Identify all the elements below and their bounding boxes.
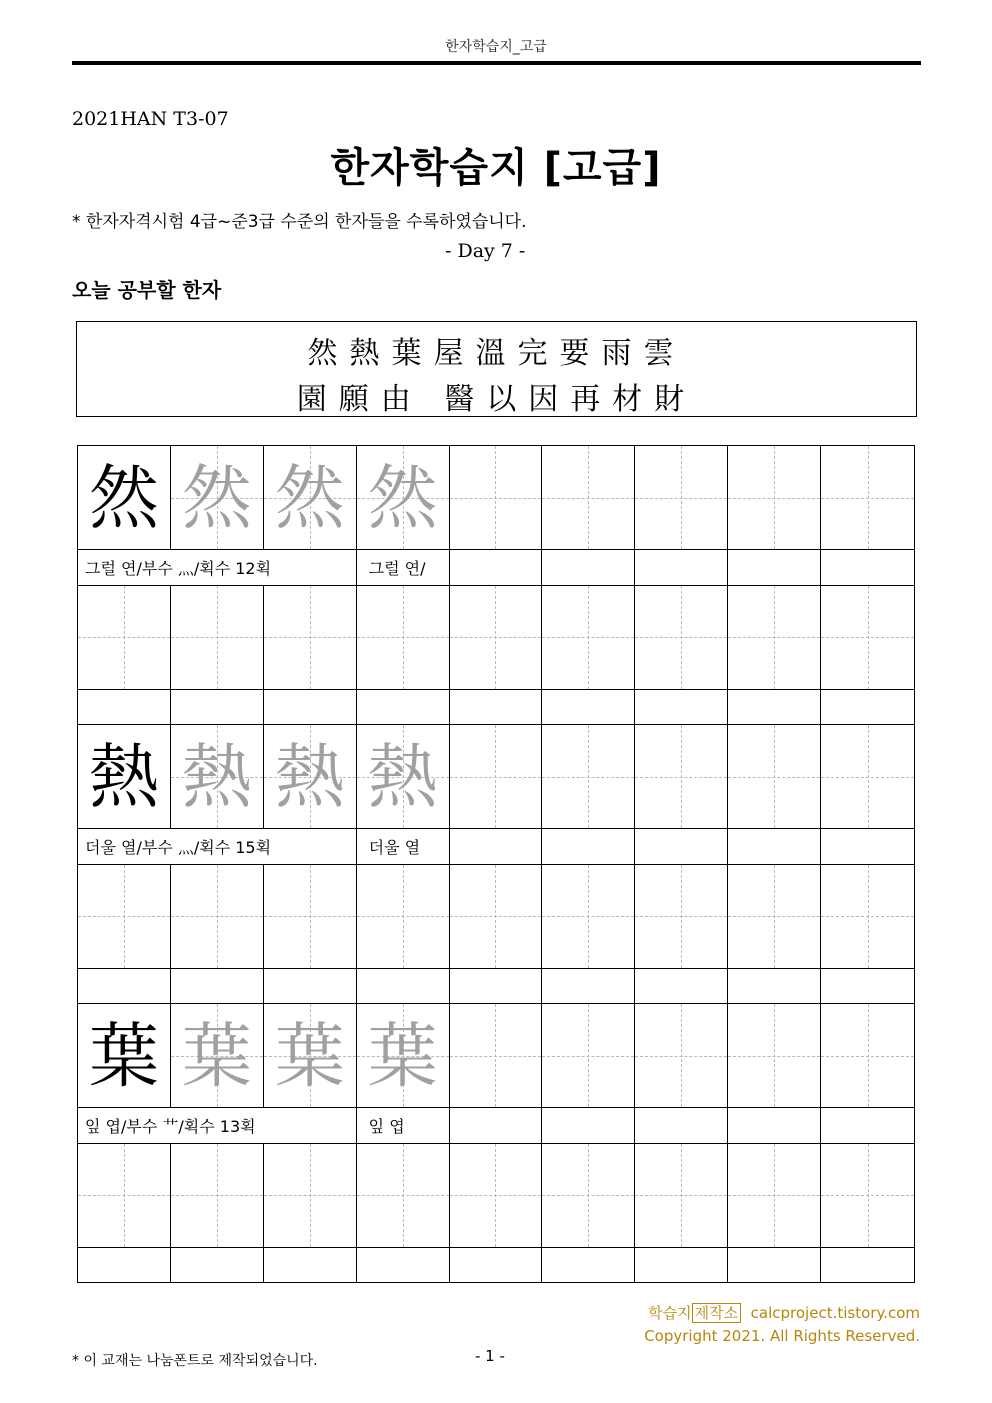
character-meaning	[357, 1108, 450, 1144]
model-character: 熱	[88, 735, 159, 818]
character-meaning-text: 그럴 연/	[368, 558, 426, 578]
practice-cell[interactable]	[450, 690, 543, 726]
guide-line-horizontal	[542, 916, 634, 917]
page-title: 한자학습지 [고급]	[330, 145, 662, 191]
guide-line-horizontal	[542, 498, 634, 499]
guide-line-horizontal	[542, 1195, 634, 1196]
practice-cell[interactable]	[635, 865, 728, 969]
practice-cell[interactable]	[728, 725, 821, 829]
guide-line-horizontal	[821, 1195, 914, 1196]
level-note: * 한자자격시험 4급~준3급 수준의 한자들을 수록하였습니다.	[72, 212, 527, 232]
guide-line-horizontal	[635, 1195, 727, 1196]
practice-cell[interactable]	[450, 1144, 543, 1248]
guide-line-horizontal	[821, 637, 914, 638]
trace-character: 熱	[367, 735, 438, 818]
guide-line-horizontal	[728, 916, 820, 917]
trace-character: 然	[181, 456, 252, 539]
practice-cell[interactable]	[357, 969, 450, 1005]
guide-line-horizontal	[635, 1056, 727, 1057]
guide-line-horizontal	[264, 637, 356, 638]
practice-cell[interactable]	[728, 1248, 821, 1284]
guide-line-horizontal	[635, 498, 727, 499]
practice-cell[interactable]	[171, 969, 264, 1005]
practice-cell[interactable]	[542, 865, 635, 969]
guide-line-horizontal	[78, 1195, 170, 1196]
brand-boxed: 제작소	[692, 1303, 741, 1323]
practice-cell[interactable]	[171, 690, 264, 726]
practice-cell[interactable]	[78, 1144, 171, 1248]
today-characters-box	[76, 321, 917, 417]
practice-row	[78, 865, 914, 969]
practice-cell[interactable]	[450, 725, 543, 829]
font-note: * 이 교재는 나눔폰트로 제작되었습니다.	[72, 1353, 318, 1369]
practice-cell[interactable]	[821, 446, 914, 550]
practice-cell[interactable]	[78, 446, 171, 550]
trace-character: 熱	[274, 735, 345, 818]
blank-row	[78, 969, 914, 1005]
practice-cell[interactable]	[171, 865, 264, 969]
practice-cell[interactable]	[264, 1004, 357, 1108]
guide-line-horizontal	[450, 916, 542, 917]
blank-cell	[821, 550, 914, 586]
guide-line-horizontal	[171, 916, 263, 917]
blank-row	[78, 1248, 914, 1284]
practice-cell[interactable]	[821, 1144, 914, 1248]
character-meaning-text: 잎 엽	[368, 1116, 405, 1136]
practice-cell[interactable]	[78, 1248, 171, 1284]
practice-cell[interactable]	[264, 725, 357, 829]
practice-cell[interactable]	[357, 1248, 450, 1284]
practice-cell[interactable]	[728, 865, 821, 969]
practice-cell[interactable]	[821, 586, 914, 690]
practice-cell[interactable]	[264, 1144, 357, 1248]
guide-line-horizontal	[542, 1056, 634, 1057]
trace-character: 葉	[181, 1014, 252, 1097]
practice-cell[interactable]	[635, 969, 728, 1005]
practice-cell[interactable]	[171, 586, 264, 690]
practice-cell[interactable]	[542, 1004, 635, 1108]
model-character: 然	[88, 456, 159, 539]
practice-cell[interactable]	[264, 446, 357, 550]
section-heading: 오늘 공부할 한자	[72, 278, 222, 302]
practice-cell[interactable]	[542, 969, 635, 1005]
character-meaning	[357, 829, 450, 865]
practice-cell[interactable]	[450, 446, 543, 550]
guide-line-horizontal	[357, 916, 449, 917]
character-meaning-text: 더울 열	[368, 837, 421, 857]
header-rule	[72, 61, 921, 65]
guide-line-horizontal	[728, 498, 820, 499]
blank-cell	[821, 1108, 914, 1144]
practice-cell[interactable]	[728, 1004, 821, 1108]
practice-grid	[77, 445, 915, 1283]
practice-cell[interactable]	[78, 865, 171, 969]
practice-cell[interactable]	[264, 690, 357, 726]
guide-line-horizontal	[450, 498, 542, 499]
running-header: 한자학습지_고급	[445, 39, 547, 55]
practice-cell[interactable]	[171, 446, 264, 550]
practice-cell[interactable]	[542, 690, 635, 726]
practice-cell[interactable]	[728, 1144, 821, 1248]
guide-line-horizontal	[821, 1056, 914, 1057]
model-character: 葉	[88, 1014, 159, 1097]
blank-cell	[450, 829, 543, 865]
character-info	[78, 829, 357, 865]
practice-cell[interactable]	[542, 725, 635, 829]
guide-line-horizontal	[728, 1195, 820, 1196]
practice-cell[interactable]	[450, 1248, 543, 1284]
practice-cell[interactable]	[357, 865, 450, 969]
practice-cell[interactable]	[171, 1248, 264, 1284]
practice-cell[interactable]	[635, 1144, 728, 1248]
practice-cell[interactable]	[821, 690, 914, 726]
guide-line-horizontal	[635, 777, 727, 778]
blank-cell	[635, 1108, 728, 1144]
practice-cell[interactable]	[357, 725, 450, 829]
blank-cell	[450, 1108, 543, 1144]
trace-character: 然	[274, 456, 345, 539]
guide-line-horizontal	[821, 777, 914, 778]
trace-character: 葉	[367, 1014, 438, 1097]
document-code: 2021HAN T3-07	[72, 108, 229, 130]
guide-line-horizontal	[728, 1056, 820, 1057]
guide-line-horizontal	[635, 637, 727, 638]
guide-line-horizontal	[78, 916, 170, 917]
practice-cell[interactable]	[357, 690, 450, 726]
blank-cell	[728, 1108, 821, 1144]
today-characters-line-1: 然熱葉屋溫完要雨雲	[307, 336, 686, 371]
guide-line-horizontal	[78, 637, 170, 638]
blank-cell	[821, 829, 914, 865]
brand-prefix: 학습지	[648, 1304, 692, 1322]
trace-character: 熱	[181, 735, 252, 818]
practice-cell[interactable]	[450, 865, 543, 969]
guide-line-horizontal	[171, 637, 263, 638]
practice-cell[interactable]	[171, 725, 264, 829]
blank-cell	[728, 829, 821, 865]
character-info	[78, 1108, 357, 1144]
blank-cell	[728, 550, 821, 586]
practice-cell[interactable]	[357, 1144, 450, 1248]
blank-cell	[542, 1108, 635, 1144]
blank-cell	[542, 829, 635, 865]
practice-cell[interactable]	[635, 1248, 728, 1284]
practice-cell[interactable]	[264, 1248, 357, 1284]
practice-cell[interactable]	[78, 1004, 171, 1108]
practice-cell[interactable]	[728, 446, 821, 550]
guide-line-horizontal	[264, 916, 356, 917]
guide-line-horizontal	[821, 916, 914, 917]
practice-cell[interactable]	[78, 690, 171, 726]
practice-cell[interactable]	[821, 969, 914, 1005]
practice-cell[interactable]	[635, 586, 728, 690]
practice-cell[interactable]	[821, 1248, 914, 1284]
character-info-text: 더울 열/부수 灬/획수 15획	[85, 837, 272, 857]
practice-cell[interactable]	[357, 1004, 450, 1108]
guide-line-horizontal	[542, 777, 634, 778]
practice-cell[interactable]	[635, 1004, 728, 1108]
practice-cell[interactable]	[821, 1004, 914, 1108]
practice-cell[interactable]	[78, 725, 171, 829]
guide-line-horizontal	[821, 498, 914, 499]
practice-cell[interactable]	[171, 1144, 264, 1248]
practice-cell[interactable]	[821, 865, 914, 969]
guide-line-horizontal	[635, 916, 727, 917]
character-info	[78, 550, 357, 586]
practice-cell[interactable]	[450, 969, 543, 1005]
today-characters-line-2: 園願由 醫以因再材財	[296, 382, 697, 417]
copyright: Copyright 2021. All Rights Reserved.	[644, 1327, 920, 1345]
practice-cell[interactable]	[78, 969, 171, 1005]
practice-cell[interactable]	[728, 969, 821, 1005]
practice-cell[interactable]	[728, 586, 821, 690]
practice-cell[interactable]	[450, 1004, 543, 1108]
practice-cell[interactable]	[635, 690, 728, 726]
guide-line-horizontal	[171, 1195, 263, 1196]
guide-line-horizontal	[264, 1195, 356, 1196]
practice-cell[interactable]	[264, 969, 357, 1005]
practice-cell[interactable]	[542, 1144, 635, 1248]
guide-line-horizontal	[450, 637, 542, 638]
info-row	[78, 829, 914, 865]
guide-line-horizontal	[357, 637, 449, 638]
practice-cell[interactable]	[450, 586, 543, 690]
page-number: - 1 -	[475, 1347, 505, 1365]
practice-cell[interactable]	[635, 725, 728, 829]
practice-cell[interactable]	[635, 446, 728, 550]
blank-cell	[542, 550, 635, 586]
blank-cell	[635, 829, 728, 865]
practice-cell[interactable]	[264, 586, 357, 690]
character-row	[78, 446, 914, 550]
brand-url: calcproject.tistory.com	[750, 1304, 920, 1322]
practice-cell[interactable]	[264, 865, 357, 969]
practice-cell[interactable]	[821, 725, 914, 829]
guide-line-horizontal	[357, 1195, 449, 1196]
practice-cell[interactable]	[728, 690, 821, 726]
character-row	[78, 725, 914, 829]
practice-cell[interactable]	[542, 586, 635, 690]
footer-brand	[648, 1302, 920, 1323]
guide-line-horizontal	[542, 637, 634, 638]
guide-line-horizontal	[450, 777, 542, 778]
guide-line-horizontal	[450, 1195, 542, 1196]
day-label: - Day 7 -	[445, 240, 526, 262]
trace-character: 然	[367, 456, 438, 539]
character-meaning	[357, 550, 450, 586]
practice-row	[78, 1144, 914, 1248]
character-row	[78, 1004, 914, 1108]
blank-cell	[450, 550, 543, 586]
character-info-text: 그럴 연/부수 灬/획수 12획	[85, 558, 272, 578]
character-info-text: 잎 엽/부수 艹/획수 13획	[85, 1116, 256, 1136]
practice-cell[interactable]	[357, 586, 450, 690]
guide-line-horizontal	[728, 777, 820, 778]
practice-cell[interactable]	[171, 1004, 264, 1108]
practice-cell[interactable]	[78, 586, 171, 690]
blank-row	[78, 690, 914, 726]
trace-character: 葉	[274, 1014, 345, 1097]
info-row	[78, 1108, 914, 1144]
guide-line-horizontal	[450, 1056, 542, 1057]
practice-cell[interactable]	[542, 1248, 635, 1284]
info-row	[78, 550, 914, 586]
blank-cell	[635, 550, 728, 586]
practice-cell[interactable]	[542, 446, 635, 550]
practice-row	[78, 586, 914, 690]
guide-line-horizontal	[728, 637, 820, 638]
practice-cell[interactable]	[357, 446, 450, 550]
